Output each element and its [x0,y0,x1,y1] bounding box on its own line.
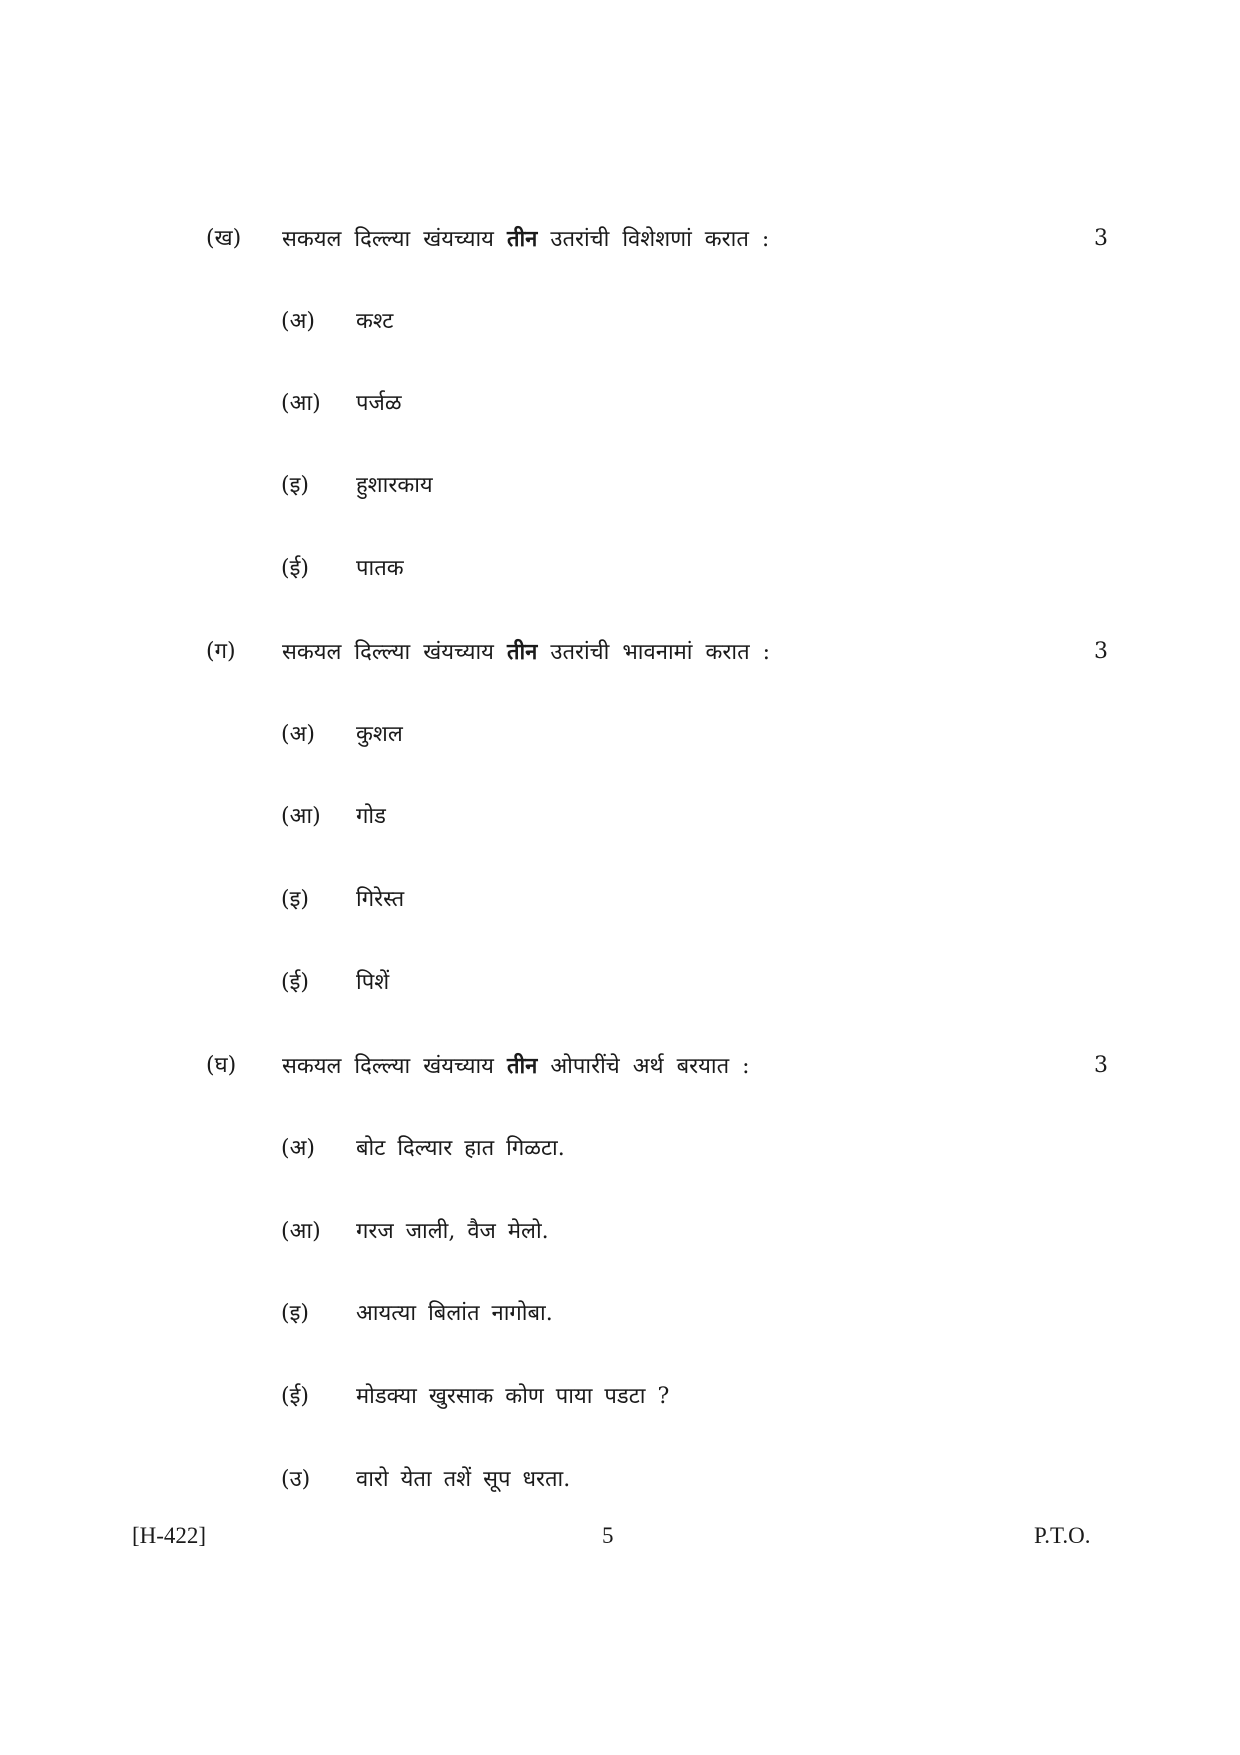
question-text [282,219,769,260]
option-label: (इ) [281,1301,309,1326]
option-text: गरज जाली, वैज मेलो. [356,1219,549,1244]
please-turn-over: P.T.O. [1034,1523,1091,1548]
option-item [0,384,1240,424]
question-text [282,1046,750,1087]
option-text: कुशल [356,722,403,747]
option-text: मोडक्या खुरसाक कोण पाया पडटा ? [356,1384,670,1409]
option-item [0,797,1240,837]
question-text-after: उतरांची भावनामां करात : [550,640,771,665]
question-text-after: उतरांची विशेशणां करात : [550,227,770,252]
question-text-before: सकयल दिल्ल्या खंयच्याय [282,227,494,252]
question-marks: 3 [1094,226,1108,251]
question-text-bold: तीन [506,1053,538,1079]
option-item [0,302,1240,342]
question-gha [0,1046,1240,1086]
option-label: (अ) [281,1136,315,1161]
question-label: (घ) [206,1053,237,1078]
question-marks: 3 [1094,639,1108,664]
option-item [0,1129,1240,1169]
option-item [0,963,1240,1003]
option-label: (ई) [281,556,309,581]
option-item [0,1294,1240,1334]
page-number: 5 [602,1523,614,1548]
paper-code: [H-422] [132,1523,207,1548]
question-marks: 3 [1094,1053,1108,1078]
option-item [0,1212,1240,1252]
option-label: (अ) [281,309,315,334]
option-label: (अ) [281,722,315,747]
question-text-after: ओपारींचे अर्थ बरयात : [550,1054,750,1079]
option-text: पिशें [356,970,390,995]
option-text: बोट दिल्यार हात गिळटा. [356,1136,565,1161]
option-label: (इ) [281,887,309,912]
option-item [0,880,1240,920]
question-label: (ख) [206,226,242,251]
option-text: गिरेस्त [356,887,405,912]
page-footer [0,1518,1240,1554]
option-label: (आ) [281,1219,321,1244]
option-label: (आ) [281,804,321,829]
option-text: आयत्या बिलांत नागोबा. [356,1301,553,1326]
option-label: (ई) [281,970,309,995]
question-kha [0,219,1240,259]
question-text-before: सकयल दिल्ल्या खंयच्याय [282,640,494,665]
question-text-before: सकयल दिल्ल्या खंयच्याय [282,1054,494,1079]
option-label: (ई) [281,1384,309,1409]
option-text: कश्ट [356,309,394,334]
option-text: पर्जळ [356,391,402,416]
question-text-bold: तीन [506,639,538,665]
option-item [0,1460,1240,1500]
option-item [0,549,1240,589]
option-text: वारो येता तशें सूप धरता. [356,1467,571,1492]
option-text: हुशारकाय [356,473,433,498]
option-label: (इ) [281,473,309,498]
question-text-bold: तीन [506,226,538,252]
option-item [0,1377,1240,1417]
option-item [0,715,1240,755]
option-text: गोड [356,804,386,829]
question-text [282,632,770,673]
option-label: (आ) [281,391,321,416]
option-label: (उ) [281,1467,311,1492]
question-ga [0,632,1240,672]
option-text: पातक [356,556,404,581]
option-item [0,466,1240,506]
question-label: (ग) [206,639,236,664]
